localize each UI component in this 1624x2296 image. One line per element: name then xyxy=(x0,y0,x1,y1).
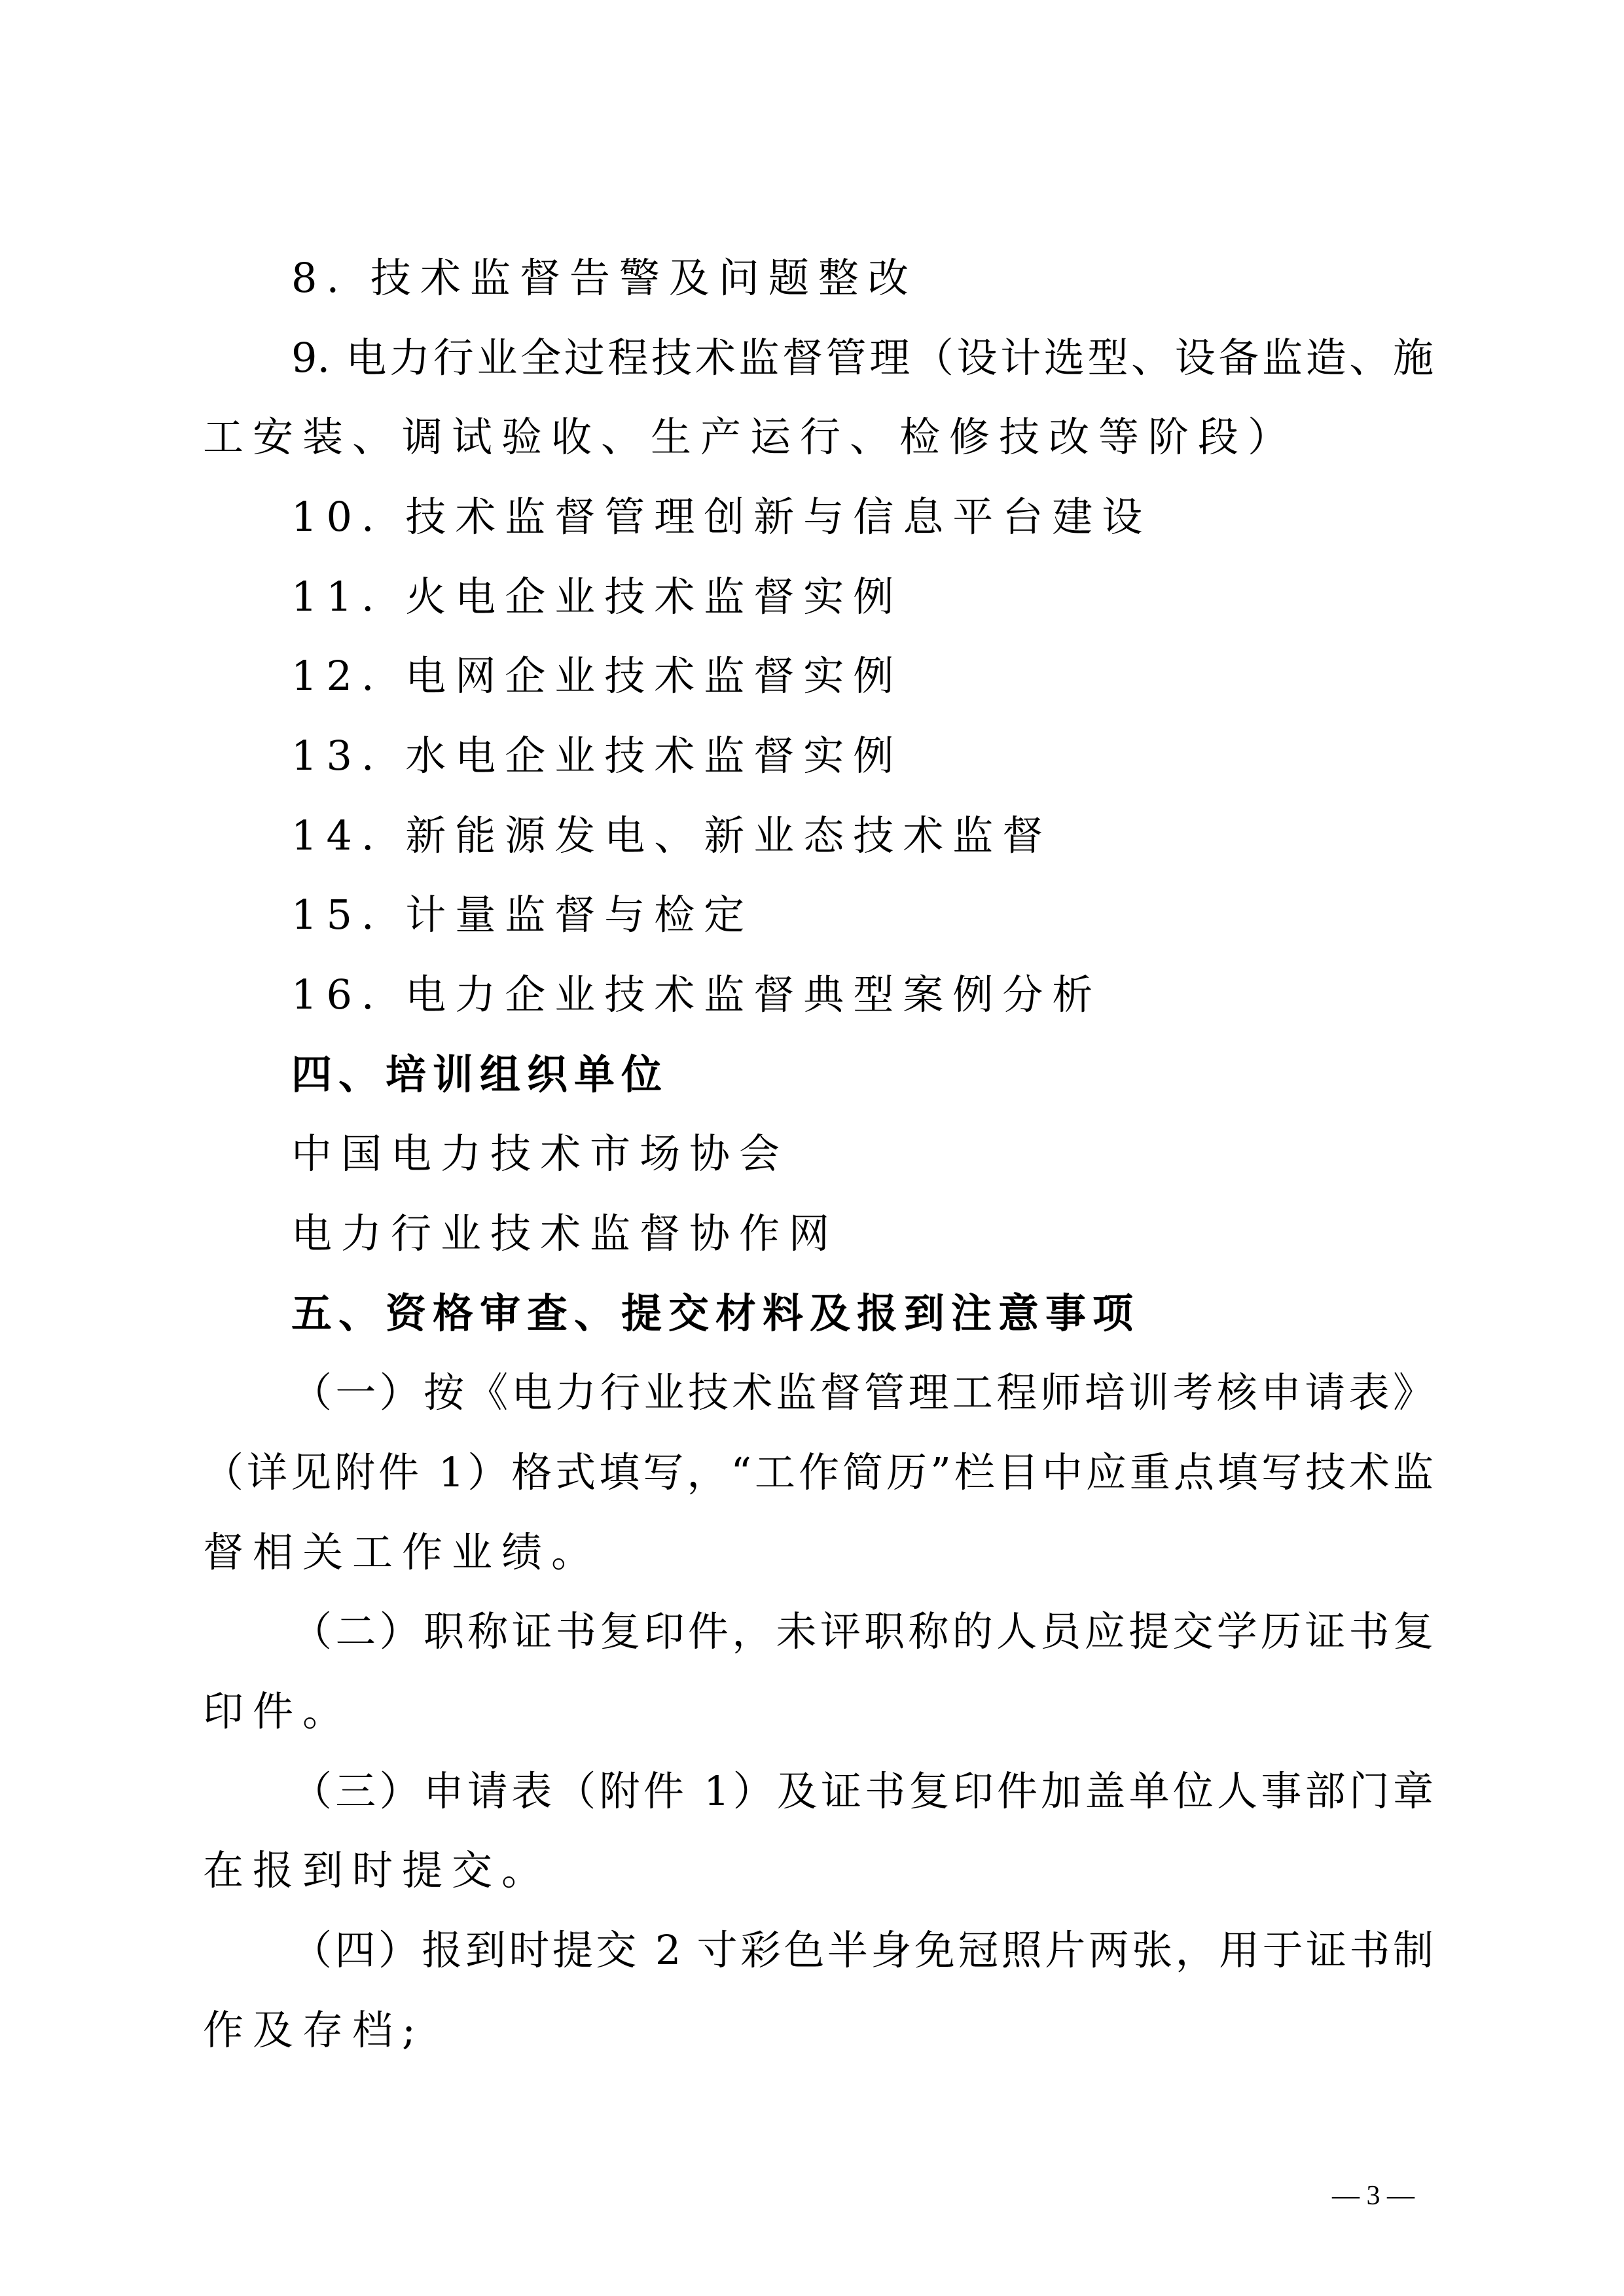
section-5-heading: 五、资格审查、提交材料及报到注意事项 xyxy=(291,1289,1140,1337)
organizer-2: 电力行业技术监督协作网 xyxy=(291,1210,839,1257)
list-item-10: 10. 技术监督管理创新与信息平台建设 xyxy=(291,493,1152,541)
list-item-12: 12. 电网企业技术监督实例 xyxy=(291,652,903,700)
list-item-16: 16. 电力企业技术监督典型案例分析 xyxy=(291,971,1102,1018)
paragraph-3-line-2: 在报到时提交。 xyxy=(203,1846,552,1894)
paragraph-2-line-1: （二）职称证书复印件，未评职称的人员应提交学历证书复 xyxy=(291,1607,1434,1655)
list-item-8: 8. 技术监督告警及问题整改 xyxy=(291,254,918,302)
page-number: — 3 — xyxy=(1332,2181,1415,2211)
paragraph-3-line-1: （三）申请表（附件 1）及证书复印件加盖单位人事部门章 xyxy=(291,1767,1434,1815)
organizer-1: 中国电力技术市场协会 xyxy=(291,1130,789,1177)
list-item-15: 15. 计量监督与检定 xyxy=(291,891,754,939)
paragraph-1-line-1: （一）按《电力行业技术监督管理工程师培训考核申请表》 xyxy=(291,1369,1434,1416)
paragraph-4-line-1: （四）报到时提交 2 寸彩色半身免冠照片两张，用于证书制 xyxy=(291,1926,1434,1974)
list-item-9-line-2: 工安装、调试验收、生产运行、检修技改等阶段） xyxy=(203,413,1298,461)
list-item-13: 13. 水电企业技术监督实例 xyxy=(291,732,903,780)
paragraph-4-line-2: 作及存档; xyxy=(203,2006,425,2054)
section-4-heading: 四、培训组织单位 xyxy=(291,1050,669,1098)
list-item-11: 11. 火电企业技术监督实例 xyxy=(291,573,903,620)
paragraph-1-line-2: （详见附件 1）格式填写，“工作简历”栏目中应重点填写技术监 xyxy=(203,1448,1434,1496)
paragraph-2-line-2: 印件。 xyxy=(203,1687,353,1735)
list-item-9-line-1: 9. 电力行业全过程技术监督管理（设计选型、设备监造、施 xyxy=(291,334,1434,382)
paragraph-1-line-3: 督相关工作业绩。 xyxy=(203,1528,602,1576)
list-item-14: 14. 新能源发电、新业态技术监督 xyxy=(291,812,1053,859)
